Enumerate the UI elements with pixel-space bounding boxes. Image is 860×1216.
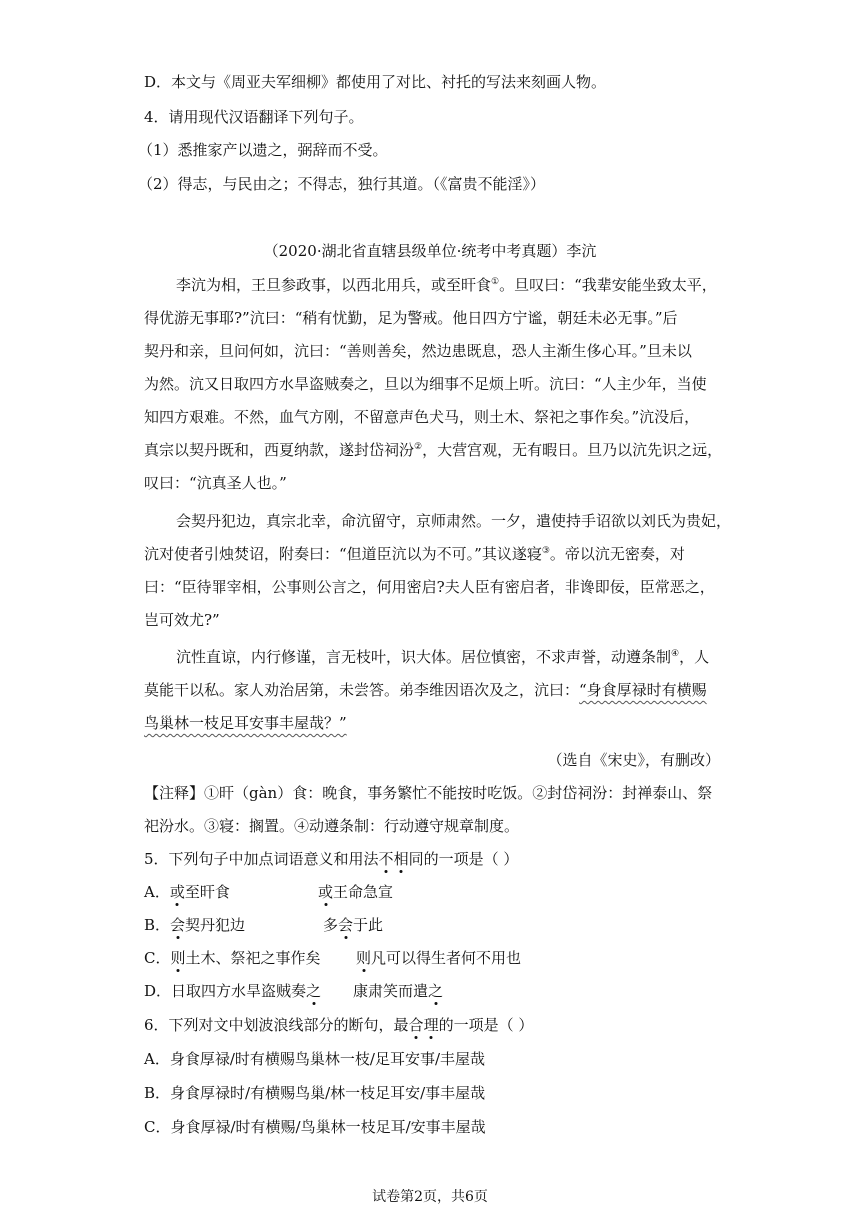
- passage-line: 沆对使者引烛焚诏，附奏曰：“但道臣沆以为不可。”其议遂寝③。帝以沆无密奏，对: [144, 545, 685, 563]
- question-4-stem: 4．请用现代汉语翻译下列句子。: [144, 108, 364, 126]
- emphasis-dot-char: 会: [170, 916, 186, 934]
- footnote-mark: ④: [671, 649, 680, 659]
- emphasis-dot-char: 或: [169, 883, 185, 901]
- question-5-option-d-compare: 康肃笑而遣之: [353, 982, 444, 1000]
- notes-line-1: 【注释】①旰（gàn）食：晚食，事务繁忙不能按时吃饭。②封岱祠汾：封禅泰山、祭: [144, 784, 713, 802]
- passage-line: 岂可效尤?”: [144, 611, 220, 629]
- wavy-underlined-text: “身食厚禄时有横赐: [579, 681, 707, 699]
- question-5-option-a[interactable]: A．或至旰食: [144, 883, 230, 901]
- passage-line: 曰：“臣待罪宰相，公事则公言之，何用密启?夫人臣有密启者，非谗即佞，臣常恶之，: [144, 578, 715, 596]
- question-5-option-b[interactable]: B．会契丹犯边: [144, 916, 246, 934]
- passage-line: 真宗以契丹既和，西夏纳款，遂封岱祠汾②，大营宫观，无有暇日。旦乃以沆先识之远，: [144, 441, 723, 459]
- emphasis-dot-char: 之: [306, 982, 322, 1000]
- emphasis-dot-char: 合: [408, 1016, 424, 1034]
- page-footer: 试卷第2页，共6页: [372, 1189, 488, 1205]
- question-6-option-b[interactable]: B．身食厚禄时/有横赐鸟巢/林一枝足耳安/事丰屋哉: [144, 1084, 486, 1102]
- footnote-mark: ①: [491, 277, 500, 287]
- passage-line: [144, 713, 347, 733]
- footnote-mark: ③: [541, 546, 550, 556]
- emphasis-dot-char: 或: [318, 883, 334, 901]
- notes-line-2: 祀汾水。③寝：搁置。④动遵条制：行动遵守规章制度。: [144, 817, 520, 835]
- passage-line: 叹曰：“沆真圣人也。”: [144, 474, 287, 492]
- question-6-stem: 6．下列对文中划波浪线部分的断句，最合理的一项是（ ）: [144, 1016, 534, 1034]
- passage-line: 得优游无事耶?”沆曰：“稍有忧勤，足为警戒。他日四方宁谧，朝廷未必无事。”后: [144, 309, 678, 327]
- passage-line: 知四方艰难。不然，血气方刚，不留意声色犬马，则土木、祭祀之事作矣。”沆没后，: [144, 408, 700, 426]
- emphasis-dot-char: 会: [338, 916, 354, 934]
- question-5-option-b-compare: 多会于此: [323, 916, 384, 934]
- passage-source: （选自《宋史》，有删改）: [547, 751, 720, 769]
- question-5-option-c[interactable]: C．则土木、祭祀之事作矣: [144, 949, 321, 967]
- question-5-option-c-compare: 则凡可以得生者何不用也: [356, 949, 522, 967]
- question-4-item-1: （1）悉推家产以遗之，弼辞而不受。: [138, 141, 388, 159]
- question-5-option-d[interactable]: D．日取四方水旱盗贼奏之: [144, 982, 322, 1000]
- passage-line: 莫能干以私。家人劝治居第，未尝答。弟李维因语次及之，沆曰：“身食厚禄时有横赐: [144, 681, 707, 699]
- emphasis-dot-char: 则: [170, 949, 186, 967]
- emphasis-dot-char: 相: [393, 850, 409, 868]
- passage-line: 李沆为相，王旦参政事，以西北用兵，或至旰食①。旦叹曰：“我辈安能坐致太平，: [176, 276, 717, 294]
- footnote-mark: ②: [414, 442, 423, 452]
- emphasis-dot-char: 则: [356, 949, 372, 967]
- passage-title: （2020·湖北省直辖县级单位·统考中考真题）李沆: [263, 242, 597, 260]
- passage-line: 契丹和亲，旦问何如，沆曰：“善则善矣，然边患既息，恐人主渐生侈心耳。”旦未以: [144, 342, 692, 360]
- question-4-item-2: （2）得志，与民由之；不得志，独行其道。（《富贵不能淫》）: [138, 175, 546, 193]
- passage-line: 沆性直谅，内行修谨，言无枝叶，识大体。居位慎密，不求声誉，动遵条制④，人: [176, 648, 710, 666]
- question-5-stem: 5．下列句子中加点词语意义和用法不相同的一项是（ ）: [144, 850, 519, 868]
- wavy-underlined-text: 鸟巢林一枝足耳安事丰屋哉？”: [144, 714, 347, 732]
- question-5-option-a-compare: 或王命急宣: [318, 883, 394, 901]
- question-6-option-c[interactable]: C．身食厚禄/时有横赐/鸟巢林一枝足耳/安事丰屋哉: [144, 1118, 486, 1136]
- question-6-option-a[interactable]: A．身食厚禄/时有横赐鸟巢林一枝/足耳安事/丰屋哉: [144, 1050, 485, 1068]
- emphasis-dot-char: 之: [428, 982, 444, 1000]
- emphasis-dot-char: 理: [423, 1016, 439, 1034]
- passage-line: 会契丹犯边，真宗北幸，命沆留守，京师肃然。一夕，遣使持手诏欲以刘氏为贵妃，: [176, 512, 732, 530]
- passage-line: 为然。沆又日取四方水旱盗贼奏之，旦以为细事不足烦上听。沆曰：“人主少年，当使: [144, 375, 707, 393]
- emphasis-dot-char: 不: [378, 850, 394, 868]
- option-d-text: D．本文与《周亚夫军细柳》都使用了对比、衬托的写法来刻画人物。: [144, 73, 607, 91]
